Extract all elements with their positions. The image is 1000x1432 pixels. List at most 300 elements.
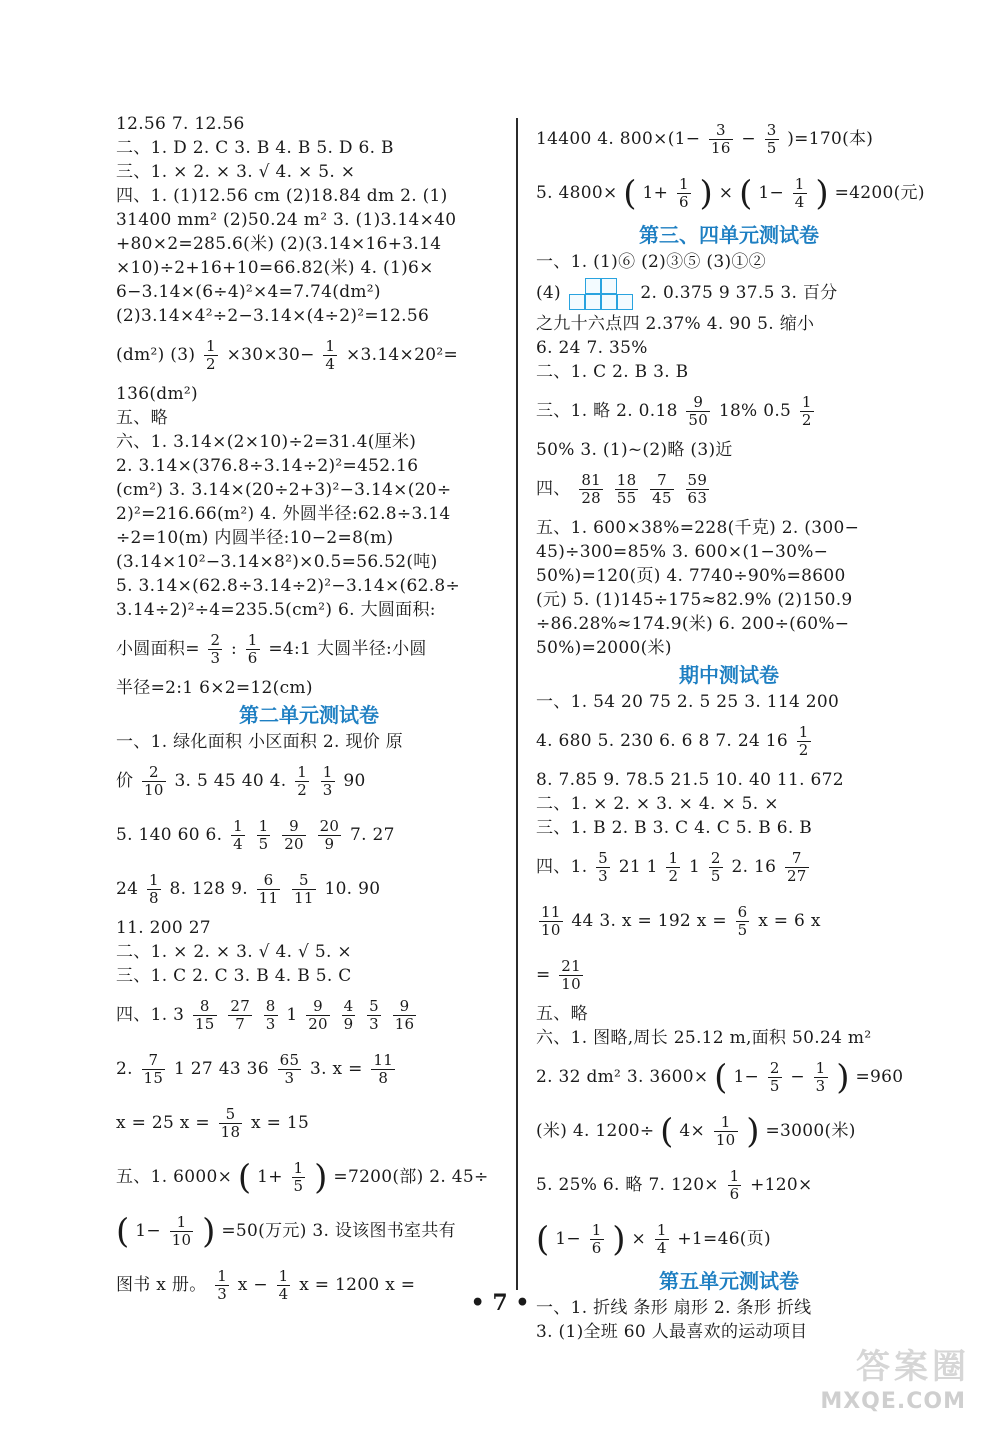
fraction <box>292 1160 306 1195</box>
answer-line: 五、略 <box>536 1004 588 1024</box>
text: =4200(元) <box>834 183 925 203</box>
text: 2. <box>116 1059 133 1079</box>
answer-line <box>116 1150 502 1204</box>
answer-line <box>536 1050 922 1104</box>
answer-line <box>116 862 502 916</box>
text: × <box>718 183 734 203</box>
fraction <box>321 764 335 799</box>
text: 小圆面积= <box>116 639 200 659</box>
denominator: 5 <box>769 1077 780 1095</box>
cube <box>585 294 601 310</box>
answer-line <box>536 1104 922 1158</box>
numerator: 1 <box>170 1214 194 1232</box>
denominator: 4 <box>794 193 805 211</box>
answer-line: 8. 7.85 9. 78.5 21.5 10. 40 11. 672 <box>536 770 844 790</box>
denominator: 11 <box>258 889 279 907</box>
denominator: 3 <box>265 1015 276 1033</box>
text: 1− <box>555 1229 581 1249</box>
answer-line: ×10)÷2+16+10=66.82(米) 4. (1)6× <box>116 258 434 278</box>
fraction <box>596 850 610 885</box>
right-paren: ) <box>836 1057 850 1098</box>
answer-line: 2. 3.14×(376.8÷3.14÷2)²=452.16 <box>116 456 419 476</box>
answer-line: (cm²) 3. 3.14×(20÷2+3)²−3.14×(20÷ <box>116 480 452 500</box>
denominator: 10 <box>561 975 581 993</box>
cube-arrangement-figure <box>567 276 635 312</box>
denominator: 2 <box>801 411 812 429</box>
answer-line: 四、1. (1)12.56 cm (2)18.84 dm 2. (1) <box>116 186 448 206</box>
right-paren: ) <box>746 1111 760 1152</box>
cube <box>601 278 617 294</box>
fraction <box>142 764 166 799</box>
answer-line <box>536 112 922 166</box>
text: 1 27 43 36 <box>173 1059 269 1079</box>
numerator: 1 <box>591 1221 602 1239</box>
text: )=170(本) <box>787 129 874 149</box>
text: 10. 90 <box>324 879 381 899</box>
text: x = 1200 x = <box>299 1275 416 1295</box>
numerator: 1 <box>794 175 805 193</box>
answer-line: 45)÷300=85% 3. 600×(1−30%− <box>536 542 829 562</box>
numerator: 5 <box>369 997 379 1015</box>
numerator: 3 <box>766 121 777 139</box>
text: ×3.14×20²= <box>345 345 458 365</box>
left-paren: ( <box>116 1211 130 1252</box>
denominator: 20 <box>308 1015 328 1033</box>
text: 5. 25% 6. 略 7. 120× <box>536 1175 719 1195</box>
numerator: 5 <box>292 872 316 890</box>
text: 三、1. 略 2. 0.18 <box>536 401 678 421</box>
answer-line: 3.14÷2)²÷4=235.5(cm²) 6. 大圆面积: <box>116 600 436 620</box>
fraction <box>306 998 330 1033</box>
fraction <box>800 394 814 429</box>
denominator: 55 <box>616 489 637 507</box>
denominator: 3 <box>284 1069 295 1087</box>
denominator: 10 <box>541 921 561 939</box>
text: − <box>741 129 756 149</box>
denominator: 10 <box>144 781 164 799</box>
numerator: 7 <box>785 850 809 868</box>
answer-line: 50% 3. (1)~(2)略 (3)近 <box>536 440 733 460</box>
text: x − <box>237 1275 268 1295</box>
answer-line: 六、1. 图略,周长 25.12 m,面积 50.24 m² <box>536 1028 872 1048</box>
text: 18% 0.5 <box>718 401 792 421</box>
denominator: 16 <box>711 139 731 157</box>
answer-line: 六、1. 3.14×(2×10)÷2=31.4(厘米) <box>116 432 417 452</box>
numerator: 6 <box>257 872 281 890</box>
fraction <box>768 1060 782 1095</box>
denominator: 11 <box>294 889 314 907</box>
right-paren: ) <box>202 1211 216 1252</box>
answer-line: 三、1. C 2. C 3. B 4. B 5. C <box>116 966 352 986</box>
answer-line <box>116 754 502 808</box>
denominator: 6 <box>247 649 258 667</box>
numerator: 81 <box>581 471 602 489</box>
text: x = 6 x <box>758 911 821 931</box>
answer-line <box>116 1096 502 1150</box>
numerator: 9 <box>393 998 417 1016</box>
fraction <box>231 818 245 853</box>
fraction <box>539 904 563 939</box>
numerator: 1 <box>217 1267 228 1285</box>
watermark-url: MXQE.COM <box>820 1389 966 1414</box>
fraction <box>709 850 723 885</box>
denominator: 20 <box>284 835 304 853</box>
fraction <box>278 1052 302 1087</box>
text: =4:1 大圆半径:小圆 <box>268 639 427 659</box>
answer-line: 50%)=2000(米) <box>536 638 672 658</box>
denominator: 7 <box>235 1015 246 1033</box>
answer-line <box>116 1204 502 1258</box>
denominator: 5 <box>293 1177 304 1195</box>
numerator: 18 <box>616 471 637 489</box>
denominator: 63 <box>687 489 708 507</box>
answer-line <box>116 808 502 862</box>
denominator: 5 <box>710 867 721 885</box>
denominator: 6 <box>591 1239 602 1257</box>
text: = <box>536 965 551 985</box>
answer-line: 一、1. 54 20 75 2. 5 25 3. 114 200 <box>536 692 840 712</box>
numerator: 1 <box>678 175 689 193</box>
fraction <box>371 1052 395 1087</box>
text: (dm²) (3) <box>116 345 196 365</box>
answer-line: 二、1. D 2. C 3. B 4. B 5. D 6. B <box>116 138 394 158</box>
fraction <box>193 998 217 1033</box>
numerator: 5 <box>598 849 608 867</box>
numerator: 1 <box>714 1114 738 1132</box>
text: ×30×30− <box>226 345 315 365</box>
denominator: 2 <box>297 781 308 799</box>
numerator: 2 <box>142 764 166 782</box>
answer-line: +80×2=285.6(米) (2)(3.14×16+3.14 <box>116 234 442 254</box>
text: : <box>231 639 238 659</box>
right-paren: ) <box>699 173 714 214</box>
numerator: 1 <box>798 723 809 741</box>
numerator: 11 <box>541 903 561 921</box>
fraction <box>318 818 342 853</box>
cube <box>617 294 633 310</box>
fraction <box>785 850 809 885</box>
denominator: 15 <box>194 1015 215 1033</box>
denominator: 16 <box>394 1015 415 1033</box>
fraction <box>686 472 710 507</box>
fraction <box>714 1114 738 1149</box>
numerator: 1 <box>815 1059 826 1077</box>
answer-line <box>536 166 925 220</box>
answer-line: 一、1. 绿化面积 小区面积 2. 现价 原 <box>116 732 404 752</box>
denominator: 4 <box>656 1239 667 1257</box>
text: 8. 128 9. <box>169 879 248 899</box>
numerator: 2 <box>710 849 721 867</box>
denominator: 8 <box>378 1069 389 1087</box>
column-divider <box>516 118 518 1290</box>
numerator: 65 <box>279 1051 300 1069</box>
text: =7200(部) 2. 45÷ <box>333 1167 489 1187</box>
numerator: 1 <box>668 849 679 867</box>
answer-line: 三、1. × 2. × 3. √ 4. × 5. × <box>116 162 356 182</box>
text: 1− <box>733 1067 760 1087</box>
fraction <box>709 122 733 157</box>
numerator: 1 <box>258 817 269 835</box>
numerator: 9 <box>306 998 330 1016</box>
fraction <box>686 394 710 429</box>
numerator: 2 <box>769 1059 780 1077</box>
fraction <box>814 1060 828 1095</box>
text: 44 3. x = 192 x = <box>571 911 727 931</box>
denominator: 9 <box>324 835 335 853</box>
numerator: 2 <box>210 631 221 649</box>
text: =3000(米) <box>765 1121 856 1141</box>
text: 21 1 <box>618 857 658 877</box>
denominator: 50 <box>688 411 709 429</box>
numerator: 1 <box>322 763 333 781</box>
fraction <box>323 338 337 373</box>
text: 5. 4800× <box>536 183 618 203</box>
fraction <box>793 176 807 211</box>
answer-line <box>536 274 922 312</box>
answer-line: 二、1. × 2. × 3. √ 4. √ 5. × <box>116 942 352 962</box>
answer-line <box>116 622 502 676</box>
answer-line: ÷2=10(m) 内圆半径:10−2=8(m) <box>116 528 394 548</box>
text: 24 <box>116 879 139 899</box>
denominator: 9 <box>343 1015 354 1033</box>
answer-line: 11. 200 27 <box>116 918 211 938</box>
denominator: 10 <box>715 1131 736 1149</box>
text: 1 <box>689 857 701 877</box>
denominator: 3 <box>210 649 221 667</box>
answer-line: (元) 5. (1)145÷175≈82.9% (2)150.9 <box>536 590 853 610</box>
answer-line: 一、1. (1)⑥ (2)③⑤ (3)①② <box>536 252 766 272</box>
fraction <box>615 472 639 507</box>
numerator: 9 <box>686 394 710 412</box>
denominator: 4 <box>233 835 243 853</box>
answer-line <box>116 1042 502 1096</box>
answer-line <box>536 948 922 1002</box>
fraction <box>393 998 417 1033</box>
numerator: 7 <box>650 472 674 490</box>
text: 1− <box>758 183 785 203</box>
right-paren: ) <box>612 1219 626 1260</box>
text: 2. 0.375 9 37.5 3. 百分 <box>640 283 838 303</box>
answer-line: 5. 3.14×(62.8÷3.14÷2)²−3.14×(62.8÷ <box>116 576 461 596</box>
numerator: 1 <box>293 1159 304 1177</box>
left-paren: ( <box>660 1111 674 1152</box>
denominator: 5 <box>766 139 777 157</box>
page-number: • 7 • <box>470 1290 530 1316</box>
fraction <box>797 724 811 759</box>
text: 四、 <box>536 479 571 499</box>
denominator: 18 <box>220 1123 241 1141</box>
fraction <box>142 1052 166 1087</box>
denominator: 3 <box>217 1285 228 1303</box>
fraction <box>590 1222 604 1257</box>
text: 图书 x 册。 <box>116 1275 207 1295</box>
denominator: 3 <box>322 781 333 799</box>
numerator: 5 <box>219 1106 243 1124</box>
answer-line <box>536 1158 922 1212</box>
text: 90 <box>343 771 366 791</box>
text: 1 <box>286 1005 298 1025</box>
text: +120× <box>750 1175 813 1195</box>
denominator: 3 <box>369 1015 379 1033</box>
fraction <box>147 872 161 907</box>
left-paren: ( <box>714 1057 728 1098</box>
numerator: 6 <box>737 903 748 921</box>
denominator: 6 <box>729 1185 740 1203</box>
answer-line: 五、1. 600×38%=228(千克) 2. (300− <box>536 518 860 538</box>
text: 1+ <box>257 1167 283 1187</box>
fraction <box>264 998 278 1033</box>
denominator: 2 <box>798 741 809 759</box>
fraction <box>282 818 306 853</box>
answer-line: 12.56 7. 12.56 <box>116 114 245 134</box>
numerator: 21 <box>561 957 581 975</box>
text: 4. 680 5. 230 6. 6 8 7. 24 16 <box>536 731 789 751</box>
fraction <box>292 872 316 907</box>
answer-line: (2)3.14×4²÷2−3.14×(4÷2)²=12.56 <box>116 306 430 326</box>
fraction <box>342 998 356 1033</box>
numerator: 1 <box>233 817 243 835</box>
text: 3. 5 45 40 4. <box>174 771 287 791</box>
answer-line <box>536 462 922 516</box>
numerator: 1 <box>729 1167 740 1185</box>
cube <box>569 294 585 310</box>
numerator: 11 <box>373 1051 394 1069</box>
numerator: 1 <box>148 871 159 889</box>
text: 五、1. 6000× <box>116 1167 233 1187</box>
fraction <box>257 818 271 853</box>
text: 1− <box>135 1221 161 1241</box>
section-heading: 第三、四单元测试卷 <box>639 223 819 247</box>
right-paren: ) <box>815 173 829 214</box>
left-paren: ( <box>739 173 753 214</box>
answer-line: 一、1. 折线 条形 扇形 2. 条形 折线 <box>536 1298 812 1318</box>
left-paren: ( <box>237 1157 252 1198</box>
denominator: 6 <box>678 193 689 211</box>
text: × <box>631 1229 647 1249</box>
fraction <box>204 338 218 373</box>
numerator: 20 <box>319 817 340 835</box>
answer-line: 二、1. C 2. B 3. B <box>536 362 689 382</box>
numerator: 1 <box>325 337 336 355</box>
answer-line: 二、1. × 2. × 3. × 4. × 5. × <box>536 794 779 814</box>
left-paren: ( <box>536 1219 550 1260</box>
answer-line <box>116 328 502 382</box>
numerator: 1 <box>247 631 258 649</box>
numerator: 9 <box>282 818 306 836</box>
denominator: 45 <box>652 489 672 507</box>
text: 四、1. 3 <box>116 1005 185 1025</box>
answer-line: 三、1. B 2. B 3. C 4. C 5. B 6. B <box>536 818 813 838</box>
numerator: 8 <box>193 998 217 1016</box>
fraction <box>208 632 222 667</box>
fraction <box>257 872 281 907</box>
numerator: 7 <box>142 1052 166 1070</box>
answer-line: ÷86.28%≈174.9(米) 6. 200÷(60%− <box>536 614 850 634</box>
answer-line: 6−3.14×(6÷4)²×4=7.74(dm²) <box>116 282 381 302</box>
text: x = 25 x = <box>116 1113 210 1133</box>
fraction <box>736 904 750 939</box>
fraction <box>728 1168 742 1203</box>
text: =960 <box>855 1067 904 1087</box>
answer-line: 之九十六点四 2.37% 4. 90 5. 缩小 <box>536 314 815 334</box>
answer-line: (3.14×10²−3.14×8²)×0.5=56.52(吨) <box>116 552 438 572</box>
answer-line <box>536 894 922 948</box>
fraction <box>170 1214 194 1249</box>
denominator: 5 <box>258 835 269 853</box>
answer-line <box>536 384 922 438</box>
fraction <box>295 764 309 799</box>
text: (米) 4. 1200÷ <box>536 1121 655 1141</box>
fraction <box>579 472 603 507</box>
fraction <box>367 998 381 1033</box>
text: 4× <box>679 1121 706 1141</box>
text: 价 <box>116 771 134 791</box>
denominator: 28 <box>581 489 602 507</box>
text: 2. 16 <box>731 857 777 877</box>
answer-line: 3. (1)全班 60 人最喜欢的运动项目 <box>536 1322 808 1342</box>
answer-line <box>536 1212 922 1266</box>
numerator: 4 <box>343 997 354 1015</box>
denominator: 4 <box>278 1285 289 1303</box>
denominator: 8 <box>148 889 159 907</box>
numerator: 59 <box>687 471 708 489</box>
section-heading: 期中测试卷 <box>679 663 779 687</box>
numerator: 8 <box>265 997 276 1015</box>
text: 四、1. <box>536 857 588 877</box>
fraction <box>650 472 674 507</box>
fraction <box>666 850 680 885</box>
text: 5. 140 60 6. <box>116 825 223 845</box>
numerator: 1 <box>278 1267 289 1285</box>
answer-line: 2)²=216.66(m²) 4. 外圆半径:62.8÷3.14 <box>116 504 451 524</box>
answer-line: 136(dm²) <box>116 384 198 404</box>
denominator: 4 <box>325 355 336 373</box>
text: =50(万元) 3. 设该图书室共有 <box>221 1221 456 1241</box>
denominator: 5 <box>737 921 748 939</box>
numerator: 27 <box>230 997 251 1015</box>
watermark-logo: 答案圈 <box>856 1347 970 1387</box>
text: 7. 27 <box>350 825 395 845</box>
answer-line: 31400 mm² (2)50.24 m² 3. (1)3.14×40 <box>116 210 457 230</box>
fraction <box>655 1222 669 1257</box>
answer-line <box>536 840 922 894</box>
text: 14400 4. 800×(1− <box>536 129 701 149</box>
denominator: 27 <box>786 867 807 885</box>
denominator: 3 <box>598 867 608 885</box>
numerator: 1 <box>656 1221 667 1239</box>
fraction <box>228 998 252 1033</box>
numerator: 1 <box>801 393 812 411</box>
section-heading: 第二单元测试卷 <box>239 703 379 727</box>
fraction <box>246 632 260 667</box>
fraction <box>677 176 691 211</box>
answer-line: 50%)=120(页) 4. 7740÷90%=8600 <box>536 566 846 586</box>
left-paren: ( <box>623 173 637 214</box>
cube <box>601 294 617 310</box>
answer-line: 半径=2:1 6×2=12(cm) <box>116 678 313 698</box>
text: − <box>790 1067 805 1087</box>
answer-line <box>536 714 922 768</box>
right-column <box>536 112 925 1344</box>
denominator: 2 <box>206 355 216 373</box>
text: 3. x = <box>310 1059 363 1079</box>
text: x = 15 <box>251 1113 310 1133</box>
right-paren: ) <box>314 1157 328 1198</box>
text: 2. 32 dm² 3. 3600× <box>536 1067 709 1087</box>
answer-line: 6. 24 7. 35% <box>536 338 648 358</box>
denominator: 3 <box>815 1077 826 1095</box>
text: +1=46(页) <box>677 1229 771 1249</box>
